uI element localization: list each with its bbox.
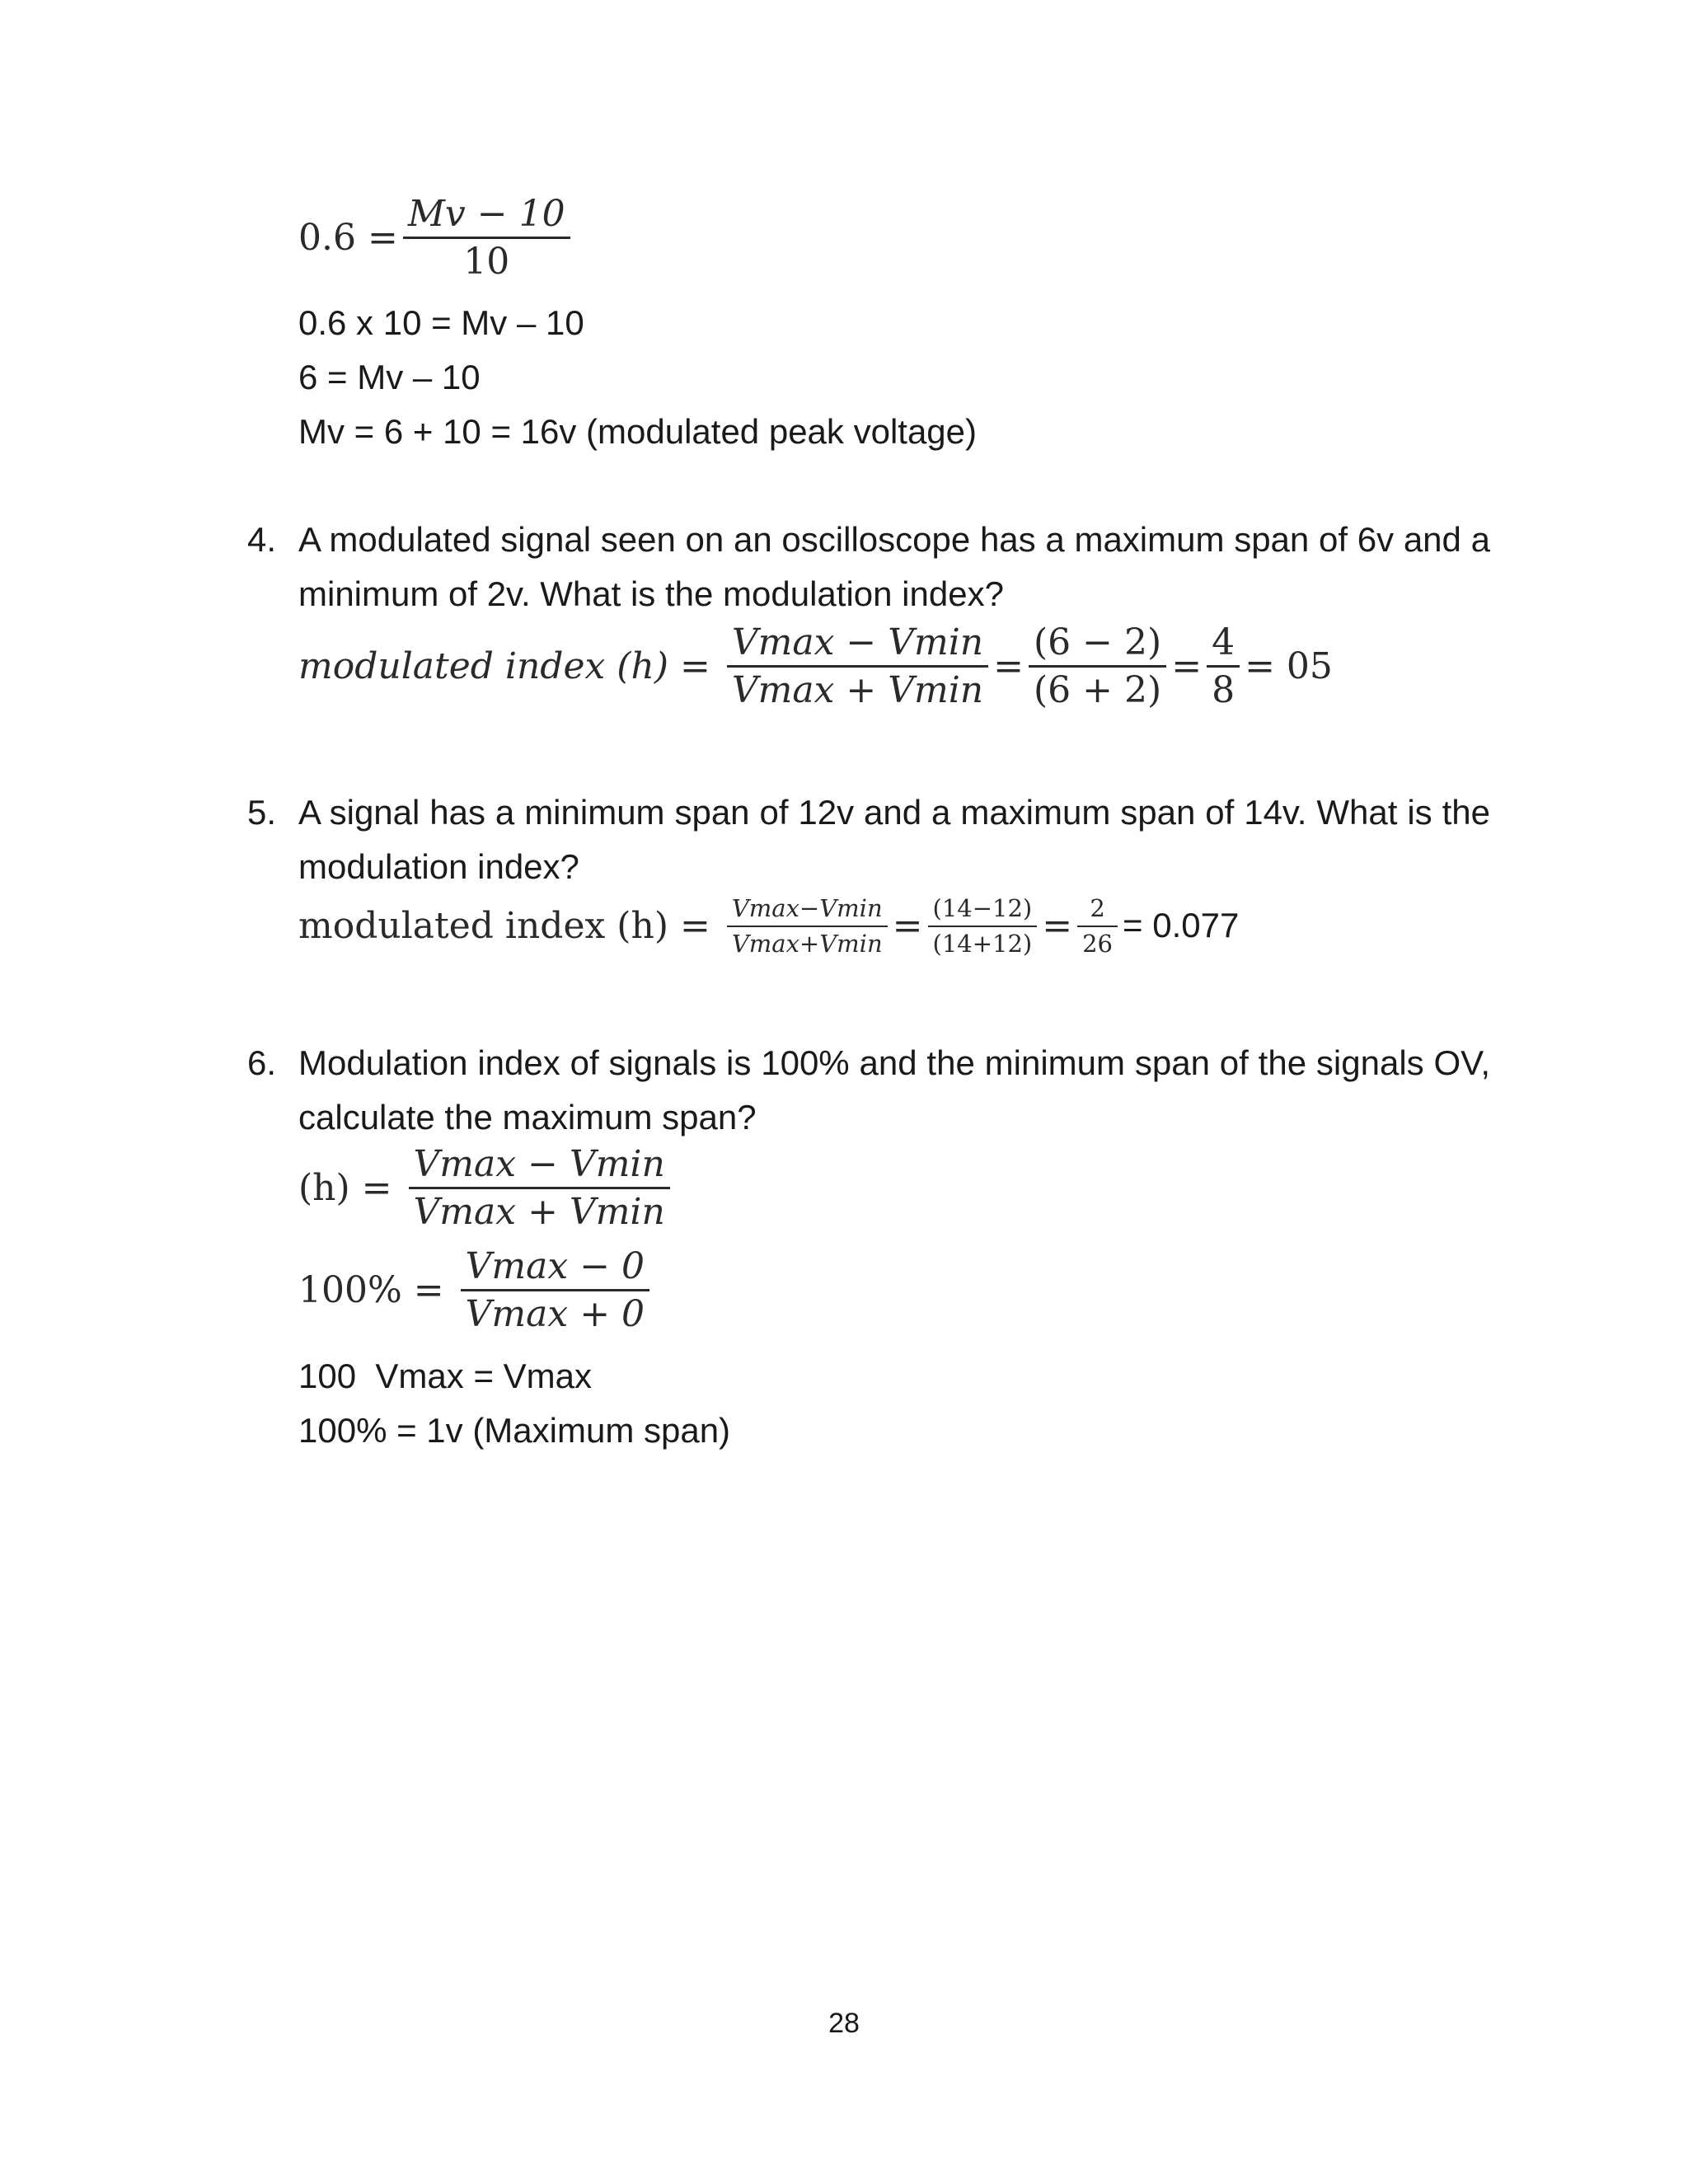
question-6-eq2-denominator: Vmax + 0 xyxy=(465,1293,645,1335)
question-5-equation xyxy=(298,892,1239,960)
question-5-f1-denominator: Vmax+Vmin xyxy=(731,929,883,958)
question-5-f1-numerator: Vmax−Vmin xyxy=(731,894,883,922)
question-4-fraction-3 xyxy=(1207,620,1240,713)
question-5-text: A signal has a minimum span of 12v and a maximum span of 14v. What is the modulation index? xyxy=(298,793,1490,886)
top-line-3: Mv = 6 + 10 = 16v (modulated peak voltage) xyxy=(298,412,977,451)
question-4-text: A modulated signal seen on an oscilloscope has a maximum span of 6v and a minimum of 2v. What is the modulation index? xyxy=(298,520,1490,613)
question-6-eq2-fraction xyxy=(461,1244,649,1337)
question-4 xyxy=(247,513,1490,621)
top-equation-numerator: Mv − 10 xyxy=(407,193,565,235)
question-4-f1-denominator: Vmax + Vmin xyxy=(731,669,984,711)
question-6 xyxy=(247,1036,1490,1145)
question-6-number: 6. xyxy=(247,1043,277,1082)
question-5 xyxy=(247,785,1490,894)
question-4-f3-denominator: 8 xyxy=(1212,669,1236,711)
equals-sign: = xyxy=(1042,905,1073,948)
question-4-f2-numerator: (6 − 2) xyxy=(1034,621,1162,663)
equals-sign: = xyxy=(892,905,923,948)
question-4-lhs: modulated index (h) = xyxy=(298,645,710,687)
question-6-eq1-fraction xyxy=(409,1141,670,1235)
question-4-f1-numerator: Vmax − Vmin xyxy=(731,621,984,663)
question-6-eq2-numerator: Vmax − 0 xyxy=(465,1245,645,1287)
question-5-fraction-3 xyxy=(1077,892,1118,960)
question-6-text: Modulation index of signals is 100% and the minimum span of the signals OV, calculate the maximum span? xyxy=(298,1043,1490,1137)
question-5-lhs: modulated index (h) = xyxy=(298,905,710,948)
question-5-f3-numerator: 2 xyxy=(1090,894,1105,922)
question-6-line-1: 100 Vmax = Vmax xyxy=(298,1357,592,1395)
question-6-eq2-lhs: 100% = xyxy=(298,1269,444,1311)
top-equation-lhs: 0.6 = xyxy=(298,217,398,259)
question-5-f2-denominator: (14+12) xyxy=(932,929,1033,958)
question-4-result: = 05 xyxy=(1245,645,1333,687)
question-4-equation xyxy=(298,620,1333,713)
question-4-fraction-2 xyxy=(1029,620,1166,713)
top-line-2: 6 = Mv – 10 xyxy=(298,358,481,396)
question-6-eq1-denominator: Vmax + Vmin xyxy=(413,1191,665,1233)
question-4-number: 4. xyxy=(247,520,277,559)
question-4-fraction-1 xyxy=(727,620,988,713)
top-equation-denominator: 10 xyxy=(463,241,510,283)
question-6-eq1-numerator: Vmax − Vmin xyxy=(413,1143,665,1185)
top-line-1: 0.6 x 10 = Mv – 10 xyxy=(298,303,584,342)
question-6-equation-2 xyxy=(298,1244,654,1337)
question-4-f2-denominator: (6 + 2) xyxy=(1034,669,1162,711)
question-6-eq1-lhs: (h) = xyxy=(298,1167,392,1209)
equals-sign: = xyxy=(1171,645,1203,687)
question-6-equation-1 xyxy=(298,1141,675,1235)
equals-sign: = xyxy=(993,645,1025,687)
question-5-result: = 0.077 xyxy=(1123,906,1240,945)
top-equation xyxy=(298,191,575,284)
question-5-f3-denominator: 26 xyxy=(1082,929,1114,958)
question-5-fraction-1 xyxy=(727,892,888,960)
question-5-f2-numerator: (14−12) xyxy=(932,894,1033,922)
question-5-number: 5. xyxy=(247,793,277,832)
question-4-f3-numerator: 4 xyxy=(1212,621,1236,663)
top-equation-fraction xyxy=(403,191,570,284)
question-5-fraction-2 xyxy=(928,892,1038,960)
page-number: 28 xyxy=(828,2008,860,2039)
question-6-line-2: 100% = 1v (Maximum span) xyxy=(298,1411,731,1450)
